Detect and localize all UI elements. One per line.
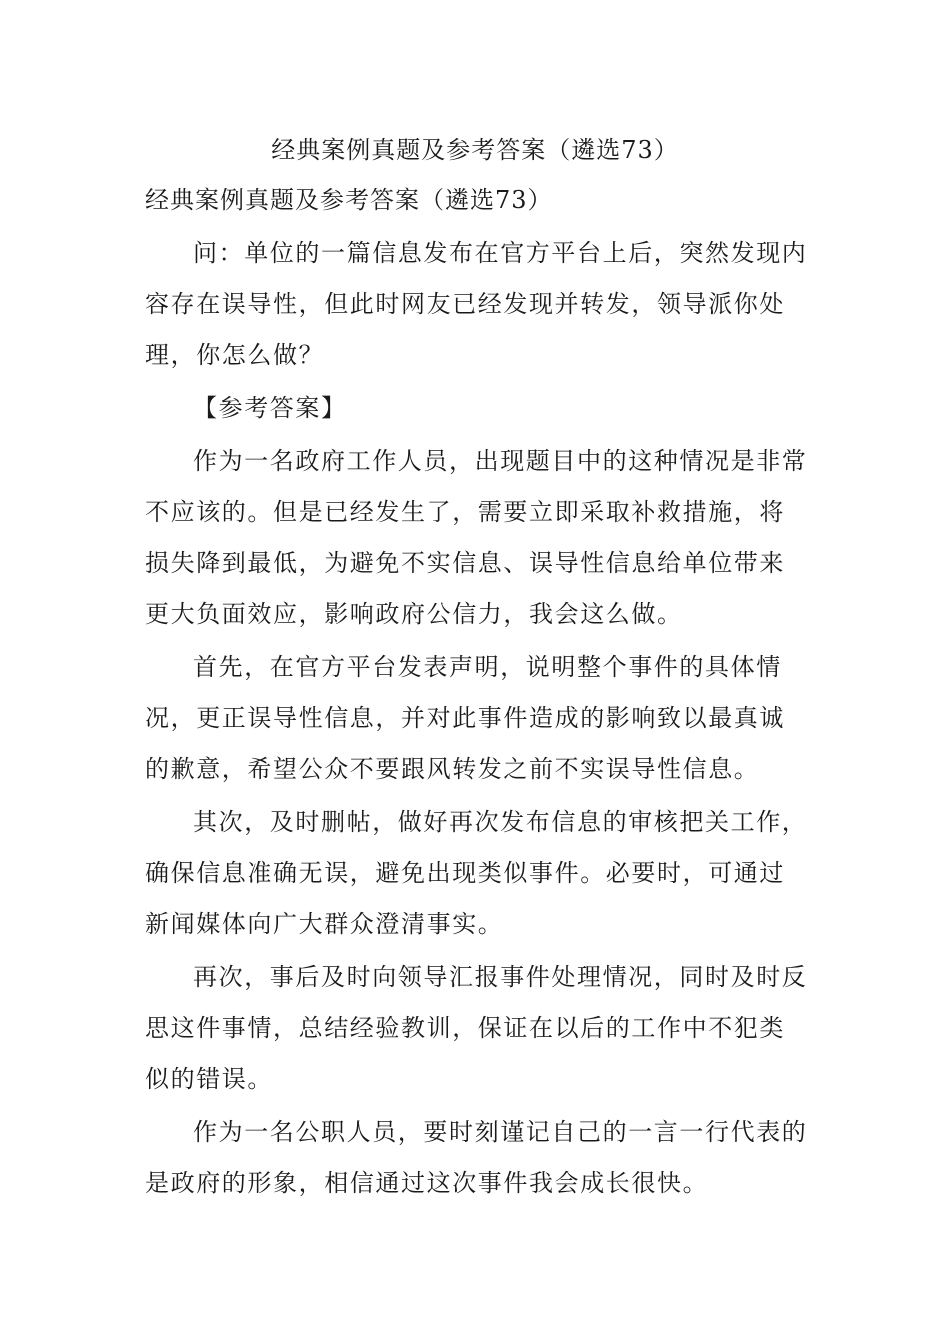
document-body — [145, 228, 810, 1209]
answer-paragraph: 再次，事后及时向领导汇报事件处理情况，同时及时反思这件事情，总结经验教训，保证在以后的工作中不犯类似的错误。 — [145, 963, 808, 1093]
answer-paragraph: 其次，及时删帖，做好再次发布信息的审核把关工作，确保信息准确无误，避免出现类似事件。必要时，可通过新闻媒体向广大群众澄清事实。 — [145, 808, 808, 938]
answer-label: 【参考答案】 — [193, 394, 347, 422]
answer-paragraph: 作为一名政府工作人员，出现题目中的这种情况是非常不应该的。但是已经发生了，需要立即采取补救措施，将损失降到最低，为避免不实信息、误导性信息给单位带来更大负面效应，影响政府公信力，我会这么做。 — [145, 447, 808, 628]
question-paragraph: 问：单位的一篇信息发布在官方平台上后，突然发现内容存在误导性，但此时网友已经发现并转发，领导派你处理，你怎么做？ — [145, 239, 808, 369]
answer-paragraph: 作为一名公职人员，要时刻谨记自己的一言一行代表的是政府的形象，相信通过这次事件我会成长很快。 — [145, 1118, 808, 1197]
answer-paragraph: 首先，在官方平台发表声明，说明整个事件的具体情况，更正误导性信息，并对此事件造成的影响致以最真诚的歉意，希望公众不要跟风转发之前不实误导性信息。 — [145, 653, 785, 783]
document-subtitle: 经典案例真题及参考答案（遴选73） — [145, 186, 553, 214]
document-title: 经典案例真题及参考答案（遴选73） — [271, 136, 679, 164]
